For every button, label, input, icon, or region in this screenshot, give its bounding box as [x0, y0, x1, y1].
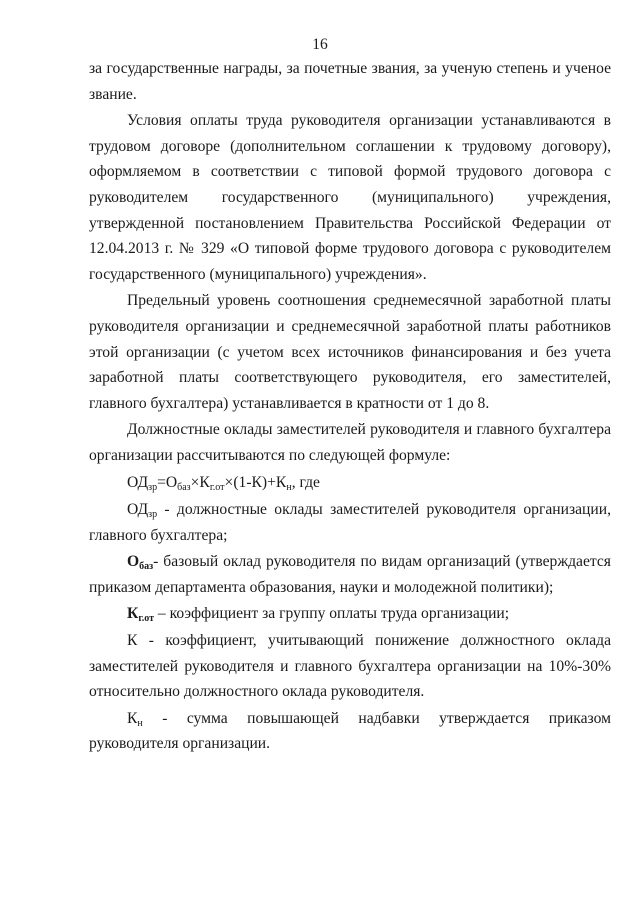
- definition-kgot: $К_{г.от}$ – коэффициент за группу оплаты труда организации;: [127, 605, 510, 625]
- page-number: 16: [312, 36, 328, 53]
- paragraph-salary-ratio: Предельный уровень соотношения среднемесячной заработной платы руководителя организации и среднемесячной заработной платы работников этой организации (с учетом всех источников финансирования и без учета заработной платы соответствующего руководителя, его заместителей, главного бухгалтера) устанавливается в кратности от 1 до 8.: [89, 292, 611, 412]
- definition-obaz: $О_{баз}-$ базовый оклад руководителя по видам организаций (утверждается приказом департамента образования, науки и молодежной политики);: [89, 553, 611, 596]
- definition-kn: $К_н$ - сумма повышающей надбавки утверждается приказом руководителя организации.: [89, 709, 611, 753]
- paragraph-formula-intro: Должностные оклады заместителей руководителя и главного бухгалтера организации рассчитываются по следующей формуле:: [89, 421, 611, 464]
- paragraph-awards: за государственные награды, за почетные звания, за ученую степень и ученое звание.: [89, 60, 611, 103]
- definition-k: К - коэффициент, учитывающий понижение должностного оклада заместителей руководителя и главного бухгалтера организации на 10%-30% относительно должностного оклада руководителя.: [89, 632, 611, 701]
- definition-od: $ОД_{зр}$ - должностные оклады заместителей руководителя организации, главного бухгалтера;: [89, 501, 611, 544]
- document-body: [89, 56, 611, 757]
- paragraph-contract-terms: Условия оплаты труда руководителя организации устанавливаются в трудовом договоре (дополнительном соглашении к трудовому договору), оформляемом в соответствии с типовой формой трудового договора с руководителем государственного (муниципального) учреждения, утвержденной постановлением Правительства Российской Федерации от 12.04.2013 г. № 329 «О типовой форме трудового договора с руководителем государственного (муниципального) учреждения».: [89, 112, 611, 283]
- salary-formula: $ОД_{зр}=О_{баз}\times К_{г.от}\times(1-К)+К_н$, где: [127, 473, 320, 493]
